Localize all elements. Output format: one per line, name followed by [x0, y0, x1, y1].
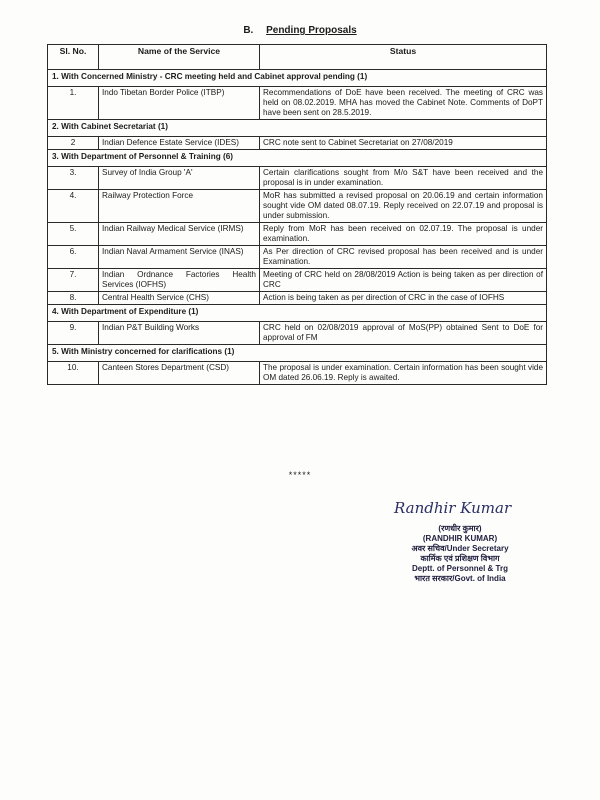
- serial-number-cell: 8.: [48, 292, 99, 305]
- section-title: 1. With Concerned Ministry - CRC meeting held and Cabinet approval pending (1): [48, 70, 547, 87]
- table-header-row: [48, 45, 547, 70]
- header-status: Status: [260, 45, 547, 70]
- separator-stars: *****: [288, 470, 312, 480]
- table-row: [48, 87, 547, 120]
- signatory-government: भारत सरकार/Govt. of India: [414, 574, 506, 583]
- section-row: [48, 120, 547, 137]
- signature-block: [360, 495, 560, 584]
- header-sl-no: Sl. No.: [48, 45, 99, 70]
- section-label: B.: [243, 25, 254, 36]
- header-service-name: Name of the Service: [99, 45, 260, 70]
- status-cell: Recommendations of DoE have been received. The meeting of CRC was held on 08.02.2019. MHA has moved the Cabinet Note. Comments of DoPT have been sent on 28.5.2019.: [260, 87, 547, 120]
- status-cell: Certain clarifications sought from M/o S&T have been received and the proposal is in under examination.: [260, 167, 547, 190]
- handwritten-signature: [390, 495, 540, 519]
- service-name-cell: Indian Railway Medical Service (IRMS): [99, 223, 260, 246]
- signatory-details: [360, 524, 560, 584]
- status-cell: Meeting of CRC held on 28/08/2019 Action is being taken as per direction of CRC: [260, 269, 547, 292]
- status-cell: Reply from MoR has been received on 02.07.19. The proposal is under examination.: [260, 223, 547, 246]
- section-title: Pending Proposals: [266, 25, 357, 36]
- service-name-cell: Indian P&T Building Works: [99, 322, 260, 345]
- serial-number-cell: 5.: [48, 223, 99, 246]
- service-name-cell: Indian Defence Estate Service (IDES): [99, 137, 260, 150]
- service-name-cell: Indian Naval Armament Service (INAS): [99, 246, 260, 269]
- service-name-cell: Indian Ordnance Factories Health Services (IOFHS): [99, 269, 260, 292]
- svg-text:Randhir Kumar: Randhir Kumar: [394, 499, 512, 517]
- signatory-name: (RANDHIR KUMAR): [422, 534, 498, 543]
- table-row: [48, 322, 547, 345]
- table-row: [48, 167, 547, 190]
- serial-number-cell: 10.: [48, 362, 99, 385]
- serial-number-cell: 1.: [48, 87, 99, 120]
- status-cell: MoR has submitted a revised proposal on 20.06.19 and certain information sought vide OM dated 08.07.19. Reply received on 22.07.19 and proposal is under submission.: [260, 190, 547, 223]
- table-row: [48, 137, 547, 150]
- service-name-cell: Canteen Stores Department (CSD): [99, 362, 260, 385]
- status-cell: The proposal is under examination. Certain information has been sought vide OM dated 26.06.19. Reply is awaited.: [260, 362, 547, 385]
- table-row: [48, 246, 547, 269]
- pending-proposals-table: [47, 44, 547, 385]
- signatory-name-hindi: (रणधीर कुमार): [438, 524, 482, 533]
- status-cell: Action is being taken as per direction of CRC in the case of IOFHS: [260, 292, 547, 305]
- section-row: [48, 305, 547, 322]
- serial-number-cell: 7.: [48, 269, 99, 292]
- signatory-designation: अवर सचिव/Under Secretary: [411, 544, 509, 553]
- table-body: [48, 70, 547, 385]
- serial-number-cell: 3.: [48, 167, 99, 190]
- signatory-department: Deptt. of Personnel & Trg: [411, 564, 508, 573]
- table-row: [48, 269, 547, 292]
- section-title: 2. With Cabinet Secretariat (1): [48, 120, 547, 137]
- section-row: [48, 345, 547, 362]
- section-row: [48, 70, 547, 87]
- section-title: 4. With Department of Expenditure (1): [48, 305, 547, 322]
- section-title: 5. With Ministry concerned for clarifications (1): [48, 345, 547, 362]
- serial-number-cell: 6.: [48, 246, 99, 269]
- section-row: [48, 150, 547, 167]
- status-cell: CRC note sent to Cabinet Secretariat on 27/08/2019: [260, 137, 547, 150]
- section-title: 3. With Department of Personnel & Training (6): [48, 150, 547, 167]
- serial-number-cell: 4.: [48, 190, 99, 223]
- table-row: [48, 362, 547, 385]
- table-row: [48, 292, 547, 305]
- service-name-cell: Indo Tibetan Border Police (ITBP): [99, 87, 260, 120]
- service-name-cell: Railway Protection Force: [99, 190, 260, 223]
- status-cell: CRC held on 02/08/2019 approval of MoS(PP) obtained Sent to DoE for approval of FM: [260, 322, 547, 345]
- table-row: [48, 190, 547, 223]
- status-cell: As Per direction of CRC revised proposal has been received and is under Examination.: [260, 246, 547, 269]
- service-name-cell: Central Health Service (CHS): [99, 292, 260, 305]
- signatory-department-hindi: कार्मिक एवं प्रशिक्षण विभाग: [420, 554, 500, 563]
- serial-number-cell: 2: [48, 137, 99, 150]
- serial-number-cell: 9.: [48, 322, 99, 345]
- service-name-cell: Survey of India Group 'A': [99, 167, 260, 190]
- table-row: [48, 223, 547, 246]
- section-heading: [0, 25, 600, 36]
